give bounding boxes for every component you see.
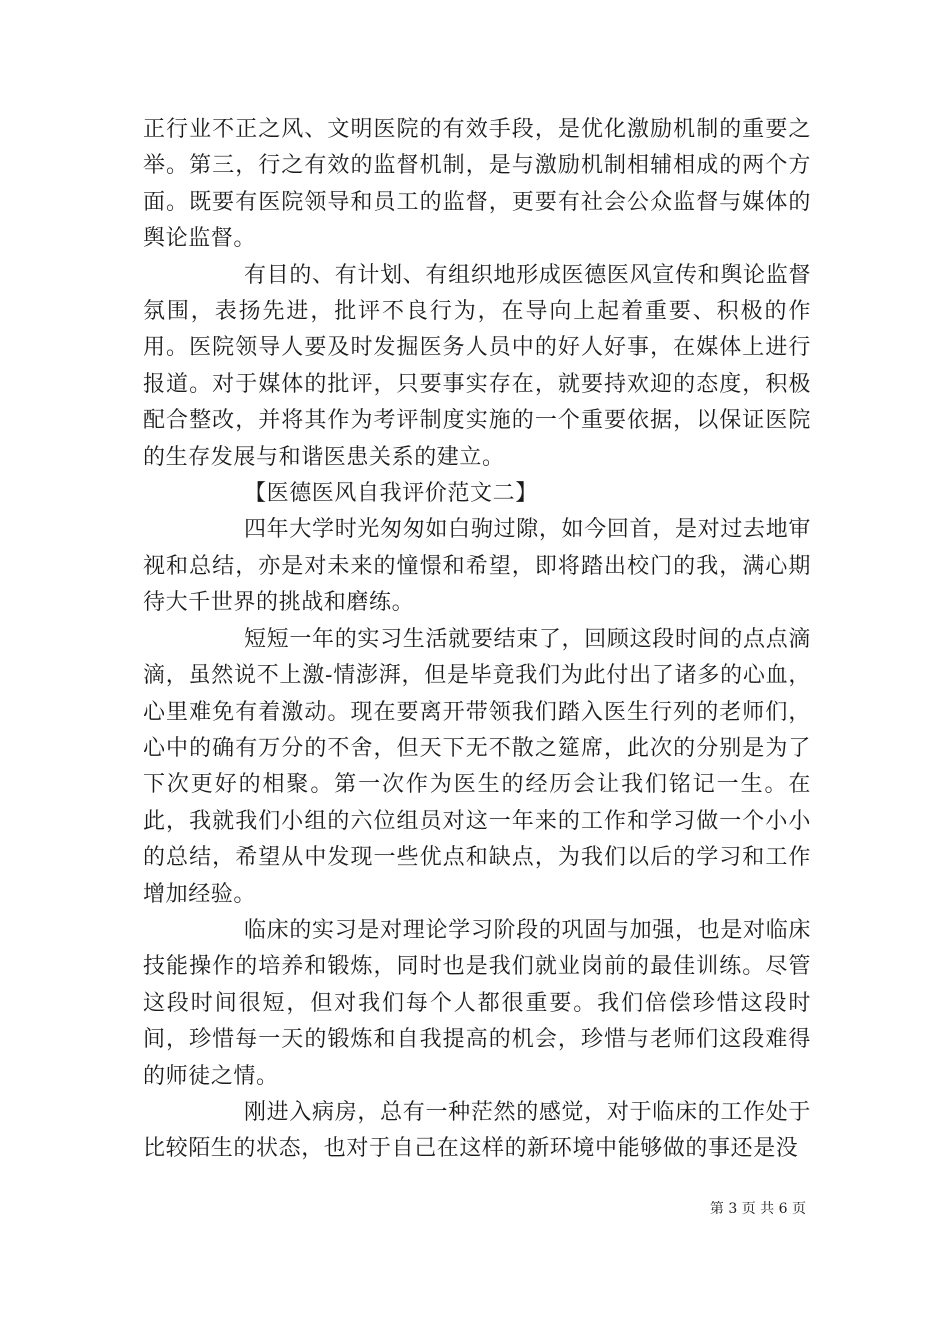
document-body [143, 112, 811, 1168]
paragraph-1: 正行业不正之风、文明医院的有效手段，是优化激励机制的重要之举。第三，行之有效的监督机制，是与激励机制相辅相成的两个方面。既要有医院领导和员工的监督，更要有社会公众监督与媒体的舆论监督。 [143, 117, 811, 252]
page-number-footer: 第 3 页 共 6 页 [709, 1201, 806, 1217]
paragraph-6: 刚进入病房，总有一种茫然的感觉，对于临床的工作处于比较陌生的状态，也对于自己在这样的新环境中能够做的事还是没 [143, 1099, 811, 1162]
paragraph-4: 短短一年的实习生活就要结束了，回顾这段时间的点点滴滴，虽然说不上激-情澎湃，但是毕竟我们为此付出了诸多的心血，心里难免有着激动。现在要离开带领我们踏入医生行列的老师们，心中的确有万分的不舍，但天下无不散之筵席，此次的分别是为了下次更好的相聚。第一次作为医生的经历会让我们铭记一生。在此，我就我们小组的六位组员对这一年来的工作和学习做一个小小的总结，希望从中发现一些优点和缺点，为我们以后的学习和工作增加经验。 [143, 626, 811, 907]
section-heading: 【医德医风自我评价范文二】 [244, 481, 538, 507]
paragraph-2: 有目的、有计划、有组织地形成医德医风宣传和舆论监督氛围，表扬先进，批评不良行为，在导向上起着重要、积极的作用。医院领导人要及时发掘医务人员中的好人好事，在媒体上进行报道。对于媒体的批评，只要事实存在，就要持欢迎的态度，积极配合整改，并将其作为考评制度实施的一个重要依据，以保证医院的生存发展与和谐医患关系的建立。 [143, 262, 811, 470]
paragraph-5: 临床的实习是对理论学习阶段的巩固与加强，也是对临床技能操作的培养和锻炼，同时也是我们就业岗前的最佳训练。尽管这段时间很短，但对我们每个人都很重要。我们倍偿珍惜这段时间，珍惜每一天的锻炼和自我提高的机会，珍惜与老师们这段难得的师徒之情。 [143, 917, 811, 1089]
paragraph-3: 四年大学时光匆匆如白驹过隙，如今回首，是对过去地审视和总结，亦是对未来的憧憬和希望，即将踏出校门的我，满心期待大千世界的挑战和磨练。 [143, 517, 811, 616]
